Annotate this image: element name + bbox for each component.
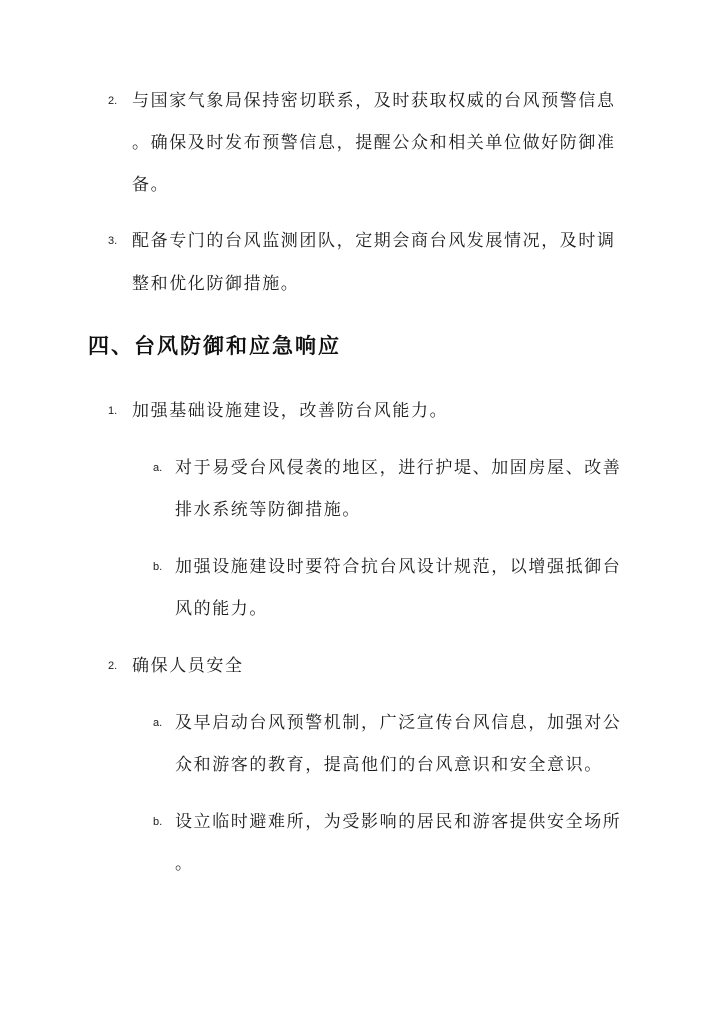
list-item-text: 确保人员安全 <box>132 656 244 676</box>
sub-list-marker: b. <box>153 816 163 828</box>
section-heading: 四、台风防御和应急响应 <box>88 334 341 358</box>
paragraph-line: 对于易受台风侵袭的地区，进行护堤、加固房屋、改善 <box>175 458 622 478</box>
paragraph-line: 及早启动台风预警机制，广泛宣传台风信息，加强对公 <box>175 713 622 733</box>
list-item-text: 加强基础设施建设，改善防台风能力。 <box>132 401 449 421</box>
paragraph-line: 众和游客的教育，提高他们的台风意识和安全意识。 <box>175 755 603 775</box>
paragraph-line: 。 <box>175 854 194 874</box>
paragraph-line: 。确保及时发布预警信息，提醒公众和相关单位做好防御准 <box>132 133 616 153</box>
paragraph-line: 设立临时避难所，为受影响的居民和游客提供安全场所 <box>175 812 622 832</box>
list-marker: 2. <box>108 95 118 107</box>
sub-list-marker: b. <box>153 561 163 573</box>
list-marker: 2. <box>108 660 118 672</box>
sub-list-marker: a. <box>153 462 163 474</box>
paragraph-line: 整和优化防御措施。 <box>132 274 300 294</box>
list-marker: 1. <box>108 405 118 417</box>
paragraph-line: 配备专门的台风监测团队，定期会商台风发展情况，及时调 <box>132 231 616 251</box>
sub-list-marker: a. <box>153 717 163 729</box>
paragraph-line: 排水系统等防御措施。 <box>175 500 361 520</box>
paragraph-line: 风的能力。 <box>175 599 268 619</box>
paragraph-line: 加强设施建设时要符合抗台风设计规范，以增强抵御台 <box>175 557 622 577</box>
paragraph-line: 与国家气象局保持密切联系，及时获取权威的台风预警信息 <box>132 91 616 111</box>
list-marker: 3. <box>108 235 118 247</box>
paragraph-line: 备。 <box>132 175 170 195</box>
